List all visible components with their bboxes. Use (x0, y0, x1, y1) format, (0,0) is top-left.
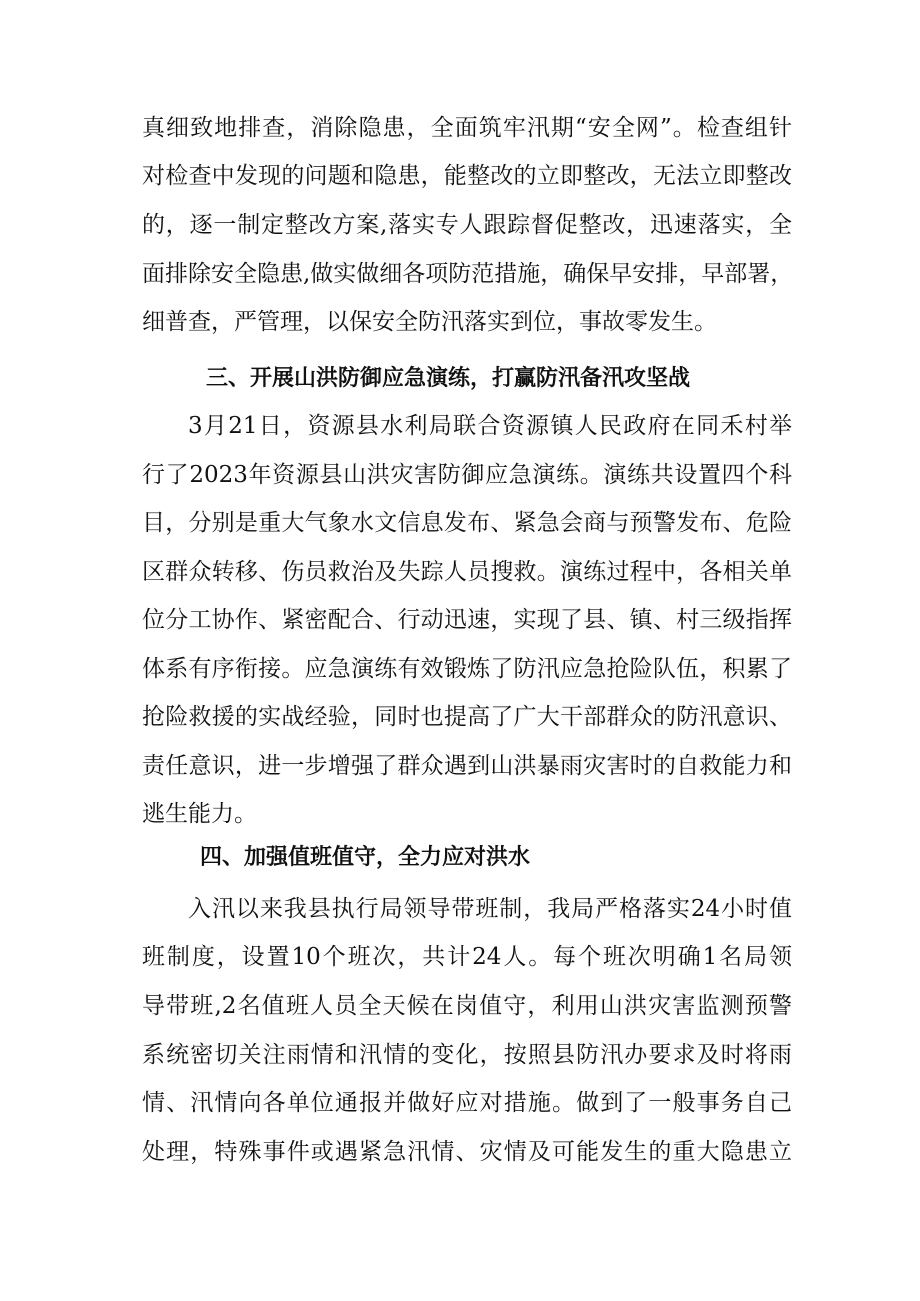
paragraph3-line-3: 导带班,2名值班人员全天候在岗值守，利用山洪灾害监测预警 (142, 993, 792, 1019)
paragraph2-line-6: 体系有序衔接。应急演练有效锻炼了防汛应急抢险队伍，积累了 (142, 656, 792, 682)
paragraph2-line-9: 逃生能力。 (142, 801, 257, 827)
paragraph2-line-7: 抢险救援的实战经验，同时也提高了广大干部群众的防汛意识、 (142, 704, 792, 730)
paragraph3-line-1: 入汛以来我县执行局领导带班制，我局严格落实24小时值 (188, 896, 792, 922)
section-heading-3: 三、开展山洪防御应急演练，打赢防汛备汛攻坚战 (206, 366, 691, 391)
paragraph3-line-5: 情、汛情向各单位通报并做好应对措施。做到了一般事务自己 (142, 1090, 792, 1116)
paragraph1-line-3: 的，逐一制定整改方案,落实专人跟踪督促整改，迅速落实，全 (142, 212, 792, 238)
paragraph2-line-1: 3月21日，资源县水利局联合资源镇人民政府在同禾村举 (188, 413, 792, 439)
paragraph3-line-4: 系统密切关注雨情和汛情的变化，按照县防汛办要求及时将雨 (142, 1042, 792, 1068)
paragraph2-line-3: 目，分别是重大气象水文信息发布、紧急会商与预警发布、危险 (142, 510, 792, 536)
paragraph1-line-4: 面排除安全隐患,做实做细各项防范措施，确保早安排，早部署， (142, 261, 794, 287)
paragraph1-line-2: 对检查中发现的问题和隐患，能整改的立即整改，无法立即整改 (142, 163, 792, 189)
paragraph2-line-8: 责任意识，进一步增强了群众遇到山洪暴雨灾害时的自救能力和 (142, 753, 792, 779)
paragraph2-line-2: 行了2023年资源县山洪灾害防御应急演练。演练共设置四个科 (142, 462, 792, 488)
paragraph3-line-2: 班制度，设置10个班次，共计24人。每个班次明确1名局领 (142, 944, 792, 970)
paragraph3-line-6: 处理，特殊事件或遇紧急汛情、灾情及可能发生的重大隐患立 (142, 1139, 792, 1165)
section-heading-4: 四、加强值班值守，全力应对洪水 (200, 845, 531, 870)
paragraph2-line-4: 区群众转移、伤员救治及失踪人员搜救。演练过程中，各相关单 (142, 559, 792, 585)
paragraph2-line-5: 位分工协作、紧密配合、行动迅速，实现了县、镇、村三级指挥 (142, 607, 792, 633)
paragraph1-line-5: 细普查，严管理，以保安全防汛落实到位，事故零发生。 (142, 309, 717, 335)
paragraph1-line-1: 真细致地排查，消除隐患，全面筑牢汛期“安全网”。检查组针 (142, 115, 792, 141)
